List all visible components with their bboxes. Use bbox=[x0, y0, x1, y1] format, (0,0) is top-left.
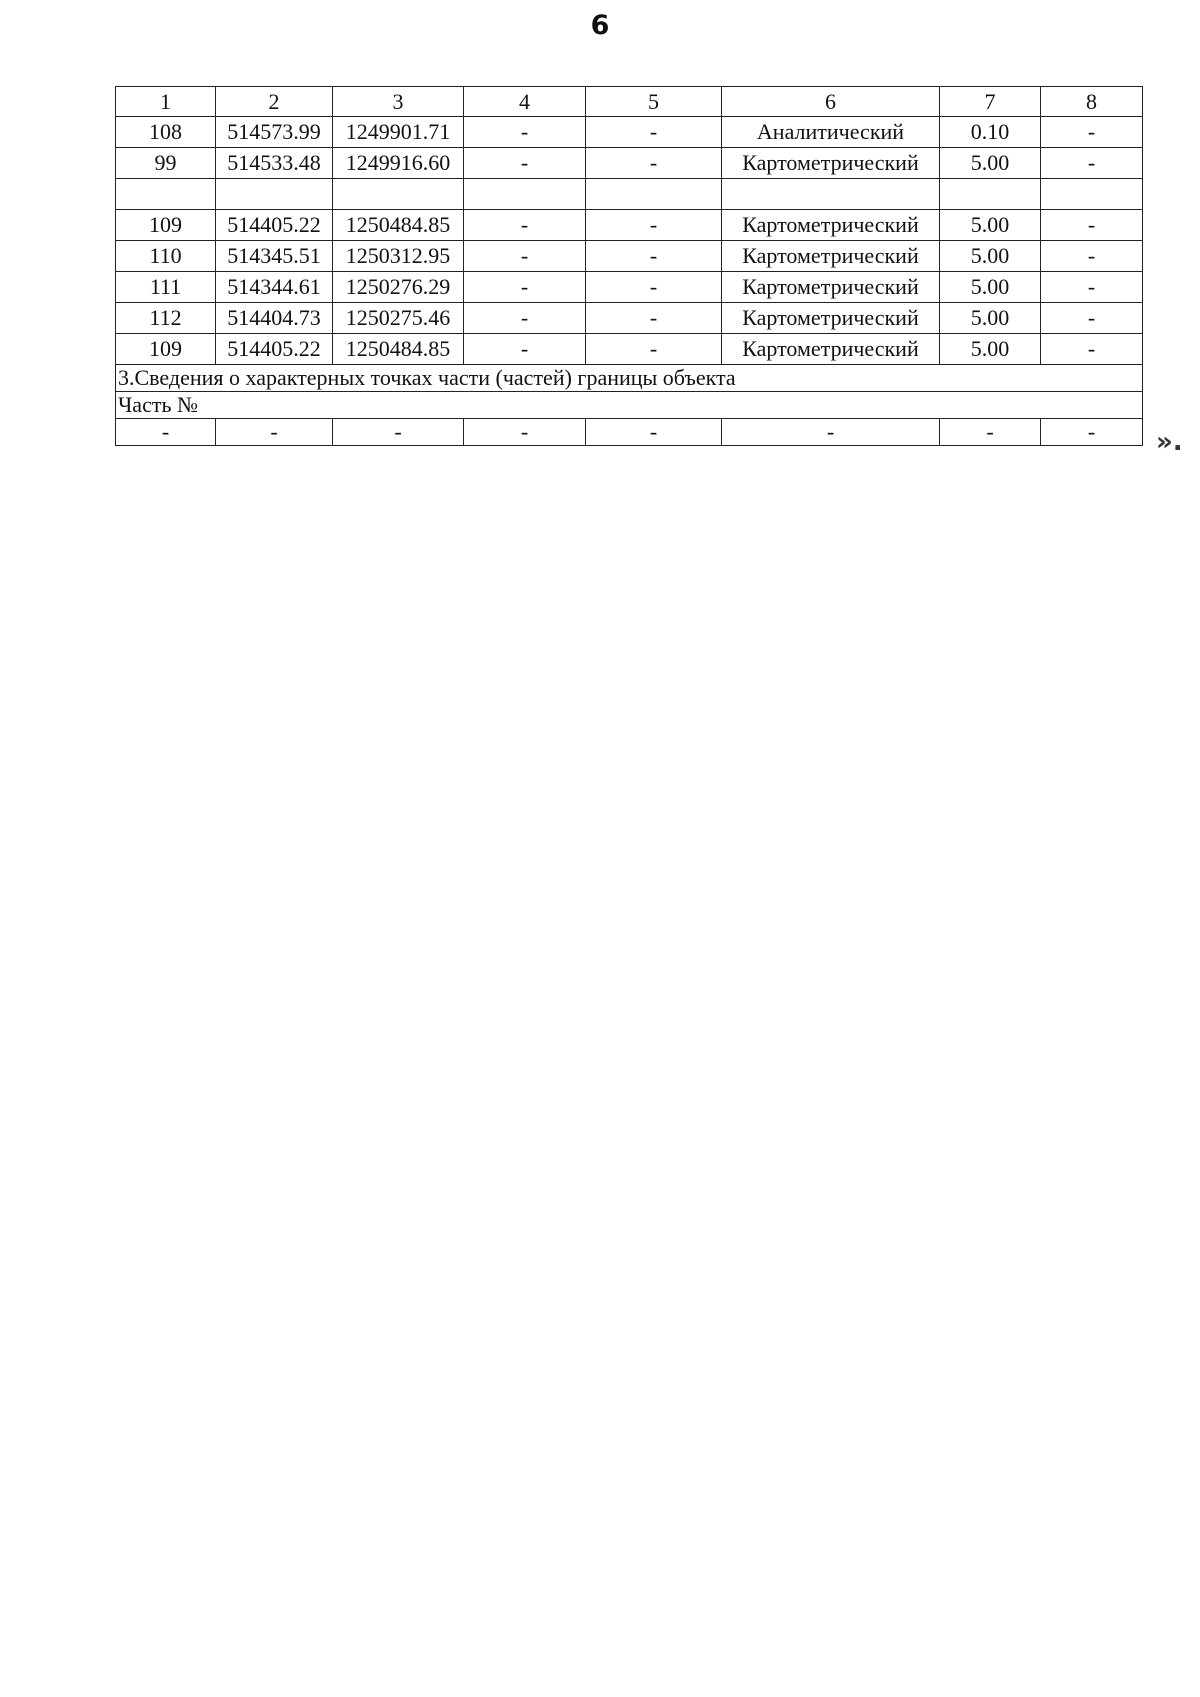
point-number-cell: 109 bbox=[116, 210, 216, 241]
table-cell: - bbox=[464, 241, 586, 272]
x-coordinate-cell: 514404.73 bbox=[216, 303, 333, 334]
table-cell: - bbox=[1041, 272, 1143, 303]
y-coordinate-cell: 1250312.95 bbox=[333, 241, 464, 272]
table-row bbox=[116, 210, 1143, 241]
table-cell: - bbox=[116, 419, 216, 446]
y-coordinate-cell: 1249916.60 bbox=[333, 148, 464, 179]
column-header: 5 bbox=[586, 87, 722, 117]
column-header: 6 bbox=[722, 87, 940, 117]
table-cell: - bbox=[1041, 241, 1143, 272]
point-number-cell: 112 bbox=[116, 303, 216, 334]
y-coordinate-cell: 1250484.85 bbox=[333, 210, 464, 241]
empty-separator-row bbox=[116, 179, 1143, 210]
method-cell: Аналитический bbox=[722, 117, 940, 148]
x-coordinate-cell: 514405.22 bbox=[216, 334, 333, 365]
table-row bbox=[116, 303, 1143, 334]
table-row bbox=[116, 241, 1143, 272]
column-header: 3 bbox=[333, 87, 464, 117]
y-coordinate-cell: 1250276.29 bbox=[333, 272, 464, 303]
empty-cell bbox=[940, 179, 1041, 210]
empty-cell bbox=[1041, 179, 1143, 210]
table-cell: - bbox=[216, 419, 333, 446]
method-cell: Картометрический bbox=[722, 334, 940, 365]
boundary-points-table bbox=[115, 86, 1143, 446]
accuracy-cell: 5.00 bbox=[940, 210, 1041, 241]
table-row bbox=[116, 117, 1143, 148]
empty-cell bbox=[464, 179, 586, 210]
table-cell: - bbox=[940, 419, 1041, 446]
accuracy-cell: 5.00 bbox=[940, 303, 1041, 334]
table-cell: - bbox=[464, 334, 586, 365]
table-cell: - bbox=[464, 303, 586, 334]
table-cell: - bbox=[333, 419, 464, 446]
table-cell: - bbox=[464, 419, 586, 446]
x-coordinate-cell: 514573.99 bbox=[216, 117, 333, 148]
point-number-cell: 99 bbox=[116, 148, 216, 179]
table-cell: - bbox=[586, 241, 722, 272]
table-cell: - bbox=[464, 148, 586, 179]
empty-cell bbox=[216, 179, 333, 210]
table-cell: - bbox=[1041, 303, 1143, 334]
accuracy-cell: 0.10 bbox=[940, 117, 1041, 148]
point-number-cell: 111 bbox=[116, 272, 216, 303]
method-cell: Картометрический bbox=[722, 210, 940, 241]
method-cell: Картометрический bbox=[722, 272, 940, 303]
empty-cell bbox=[116, 179, 216, 210]
table-cell: - bbox=[1041, 117, 1143, 148]
table-row bbox=[116, 272, 1143, 303]
table-row bbox=[116, 419, 1143, 446]
point-number-cell: 109 bbox=[116, 334, 216, 365]
table-cell: - bbox=[586, 334, 722, 365]
column-header: 4 bbox=[464, 87, 586, 117]
table-cell: - bbox=[722, 419, 940, 446]
x-coordinate-cell: 514345.51 bbox=[216, 241, 333, 272]
accuracy-cell: 5.00 bbox=[940, 241, 1041, 272]
x-coordinate-cell: 514405.22 bbox=[216, 210, 333, 241]
accuracy-cell: 5.00 bbox=[940, 148, 1041, 179]
table-cell: - bbox=[1041, 210, 1143, 241]
column-header: 7 bbox=[940, 87, 1041, 117]
accuracy-cell: 5.00 bbox=[940, 272, 1041, 303]
x-coordinate-cell: 514533.48 bbox=[216, 148, 333, 179]
table-cell: - bbox=[464, 117, 586, 148]
part-label-row bbox=[116, 392, 1143, 419]
section-heading: 3.Сведения о характерных точках части (частей) границы объекта bbox=[116, 365, 1143, 392]
accuracy-cell: 5.00 bbox=[940, 334, 1041, 365]
table-cell: - bbox=[586, 117, 722, 148]
empty-cell bbox=[586, 179, 722, 210]
table-cell: - bbox=[464, 210, 586, 241]
table-cell: - bbox=[586, 210, 722, 241]
y-coordinate-cell: 1250484.85 bbox=[333, 334, 464, 365]
column-number-row bbox=[116, 87, 1143, 117]
table-row bbox=[116, 334, 1143, 365]
section-heading-row bbox=[116, 365, 1143, 392]
table-cell: - bbox=[464, 272, 586, 303]
closing-quote-mark: ». bbox=[1156, 427, 1183, 457]
column-header: 2 bbox=[216, 87, 333, 117]
table-cell: - bbox=[1041, 334, 1143, 365]
table-row bbox=[116, 148, 1143, 179]
empty-cell bbox=[722, 179, 940, 210]
method-cell: Картометрический bbox=[722, 303, 940, 334]
column-header: 8 bbox=[1041, 87, 1143, 117]
table-cell: - bbox=[586, 303, 722, 334]
empty-cell bbox=[333, 179, 464, 210]
y-coordinate-cell: 1250275.46 bbox=[333, 303, 464, 334]
column-header: 1 bbox=[116, 87, 216, 117]
table-cell: - bbox=[586, 419, 722, 446]
method-cell: Картометрический bbox=[722, 148, 940, 179]
part-label: Часть № bbox=[116, 392, 1143, 419]
point-number-cell: 110 bbox=[116, 241, 216, 272]
y-coordinate-cell: 1249901.71 bbox=[333, 117, 464, 148]
x-coordinate-cell: 514344.61 bbox=[216, 272, 333, 303]
table-cell: - bbox=[586, 148, 722, 179]
table-cell: - bbox=[1041, 148, 1143, 179]
method-cell: Картометрический bbox=[722, 241, 940, 272]
table-body bbox=[116, 87, 1143, 446]
page-number: 6 bbox=[590, 10, 610, 41]
table-cell: - bbox=[586, 272, 722, 303]
table-cell: - bbox=[1041, 419, 1143, 446]
point-number-cell: 108 bbox=[116, 117, 216, 148]
